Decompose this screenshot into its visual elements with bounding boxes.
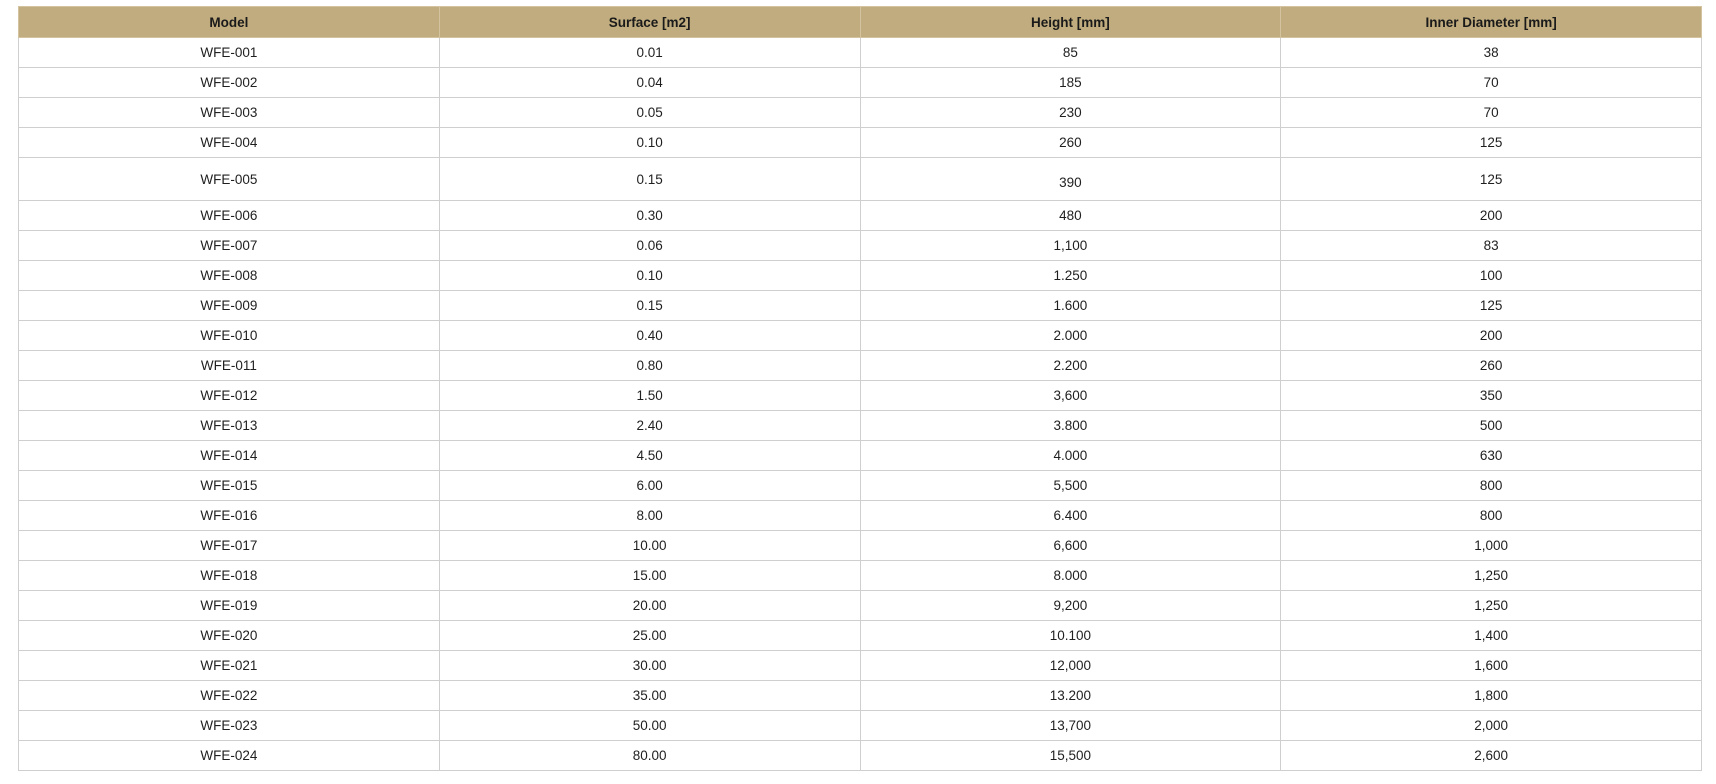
cell-inner-diameter: 1,400 [1281, 621, 1702, 651]
cell-surface: 6.00 [439, 471, 860, 501]
cell-inner-diameter: 125 [1281, 128, 1702, 158]
cell-height: 6.400 [860, 501, 1281, 531]
cell-inner-diameter: 70 [1281, 98, 1702, 128]
table-row [19, 381, 1702, 411]
cell-height: 185 [860, 68, 1281, 98]
table-header [19, 7, 1702, 38]
table-row [19, 98, 1702, 128]
cell-height: 5,500 [860, 471, 1281, 501]
cell-model: WFE-011 [19, 351, 440, 381]
cell-inner-diameter: 2,000 [1281, 711, 1702, 741]
table-row [19, 651, 1702, 681]
cell-model: WFE-008 [19, 261, 440, 291]
cell-inner-diameter: 125 [1281, 291, 1702, 321]
cell-inner-diameter: 1,600 [1281, 651, 1702, 681]
cell-surface: 0.10 [439, 128, 860, 158]
cell-surface: 30.00 [439, 651, 860, 681]
cell-model: WFE-002 [19, 68, 440, 98]
cell-model: WFE-016 [19, 501, 440, 531]
cell-model: WFE-009 [19, 291, 440, 321]
cell-inner-diameter: 1,250 [1281, 561, 1702, 591]
cell-surface: 0.06 [439, 231, 860, 261]
cell-height: 4.000 [860, 441, 1281, 471]
cell-surface: 50.00 [439, 711, 860, 741]
cell-height: 13,700 [860, 711, 1281, 741]
cell-surface: 35.00 [439, 681, 860, 711]
cell-model: WFE-007 [19, 231, 440, 261]
cell-height: 6,600 [860, 531, 1281, 561]
cell-inner-diameter: 500 [1281, 411, 1702, 441]
header-inner-diameter: Inner Diameter [mm] [1281, 7, 1702, 38]
cell-surface: 0.30 [439, 201, 860, 231]
cell-inner-diameter: 1,800 [1281, 681, 1702, 711]
cell-surface: 0.01 [439, 38, 860, 68]
cell-model: WFE-015 [19, 471, 440, 501]
cell-model: WFE-004 [19, 128, 440, 158]
cell-surface: 0.80 [439, 351, 860, 381]
cell-model: WFE-018 [19, 561, 440, 591]
cell-model: WFE-003 [19, 98, 440, 128]
table-body [19, 38, 1702, 771]
table-row [19, 291, 1702, 321]
table-row [19, 441, 1702, 471]
table-row [19, 531, 1702, 561]
cell-inner-diameter: 200 [1281, 201, 1702, 231]
cell-model: WFE-012 [19, 381, 440, 411]
cell-model: WFE-001 [19, 38, 440, 68]
cell-surface: 0.15 [439, 291, 860, 321]
cell-height: 390 [860, 158, 1281, 201]
cell-surface: 0.05 [439, 98, 860, 128]
cell-inner-diameter: 83 [1281, 231, 1702, 261]
header-height: Height [mm] [860, 7, 1281, 38]
cell-model: WFE-010 [19, 321, 440, 351]
cell-height: 1.600 [860, 291, 1281, 321]
table-row [19, 681, 1702, 711]
table-row [19, 128, 1702, 158]
cell-height: 2.000 [860, 321, 1281, 351]
table-row [19, 471, 1702, 501]
cell-height: 3.800 [860, 411, 1281, 441]
table-row [19, 231, 1702, 261]
cell-model: WFE-022 [19, 681, 440, 711]
cell-inner-diameter: 200 [1281, 321, 1702, 351]
cell-surface: 1.50 [439, 381, 860, 411]
cell-surface: 4.50 [439, 441, 860, 471]
cell-height: 85 [860, 38, 1281, 68]
spec-table [18, 6, 1702, 771]
header-model: Model [19, 7, 440, 38]
table-row [19, 261, 1702, 291]
cell-inner-diameter: 38 [1281, 38, 1702, 68]
cell-surface: 8.00 [439, 501, 860, 531]
cell-height: 2.200 [860, 351, 1281, 381]
cell-inner-diameter: 1,000 [1281, 531, 1702, 561]
cell-height: 9,200 [860, 591, 1281, 621]
table-row [19, 38, 1702, 68]
cell-surface: 0.15 [439, 158, 860, 201]
cell-inner-diameter: 70 [1281, 68, 1702, 98]
cell-height: 13.200 [860, 681, 1281, 711]
table-row [19, 741, 1702, 771]
cell-height: 230 [860, 98, 1281, 128]
table-row [19, 158, 1702, 201]
cell-model: WFE-014 [19, 441, 440, 471]
table-row [19, 711, 1702, 741]
cell-height: 1,100 [860, 231, 1281, 261]
header-row [19, 7, 1702, 38]
cell-inner-diameter: 2,600 [1281, 741, 1702, 771]
cell-surface: 25.00 [439, 621, 860, 651]
cell-inner-diameter: 1,250 [1281, 591, 1702, 621]
cell-height: 260 [860, 128, 1281, 158]
cell-model: WFE-013 [19, 411, 440, 441]
cell-inner-diameter: 100 [1281, 261, 1702, 291]
table-row [19, 591, 1702, 621]
table-row [19, 68, 1702, 98]
cell-model: WFE-017 [19, 531, 440, 561]
cell-inner-diameter: 260 [1281, 351, 1702, 381]
cell-surface: 10.00 [439, 531, 860, 561]
cell-surface: 2.40 [439, 411, 860, 441]
cell-surface: 15.00 [439, 561, 860, 591]
cell-height: 12,000 [860, 651, 1281, 681]
cell-inner-diameter: 800 [1281, 501, 1702, 531]
cell-model: WFE-024 [19, 741, 440, 771]
cell-height: 10.100 [860, 621, 1281, 651]
cell-inner-diameter: 800 [1281, 471, 1702, 501]
cell-height: 15,500 [860, 741, 1281, 771]
cell-model: WFE-019 [19, 591, 440, 621]
header-surface: Surface [m2] [439, 7, 860, 38]
spec-table-container [18, 6, 1702, 771]
cell-model: WFE-006 [19, 201, 440, 231]
cell-inner-diameter: 630 [1281, 441, 1702, 471]
cell-model: WFE-005 [19, 158, 440, 201]
cell-surface: 20.00 [439, 591, 860, 621]
cell-inner-diameter: 350 [1281, 381, 1702, 411]
table-row [19, 351, 1702, 381]
cell-height: 1.250 [860, 261, 1281, 291]
table-row [19, 561, 1702, 591]
cell-model: WFE-023 [19, 711, 440, 741]
cell-surface: 0.04 [439, 68, 860, 98]
cell-surface: 80.00 [439, 741, 860, 771]
table-row [19, 321, 1702, 351]
table-row [19, 201, 1702, 231]
cell-height: 3,600 [860, 381, 1281, 411]
table-row [19, 411, 1702, 441]
cell-model: WFE-020 [19, 621, 440, 651]
cell-height: 480 [860, 201, 1281, 231]
cell-surface: 0.10 [439, 261, 860, 291]
cell-model: WFE-021 [19, 651, 440, 681]
table-row [19, 621, 1702, 651]
cell-height: 8.000 [860, 561, 1281, 591]
table-row [19, 501, 1702, 531]
cell-inner-diameter: 125 [1281, 158, 1702, 201]
cell-surface: 0.40 [439, 321, 860, 351]
